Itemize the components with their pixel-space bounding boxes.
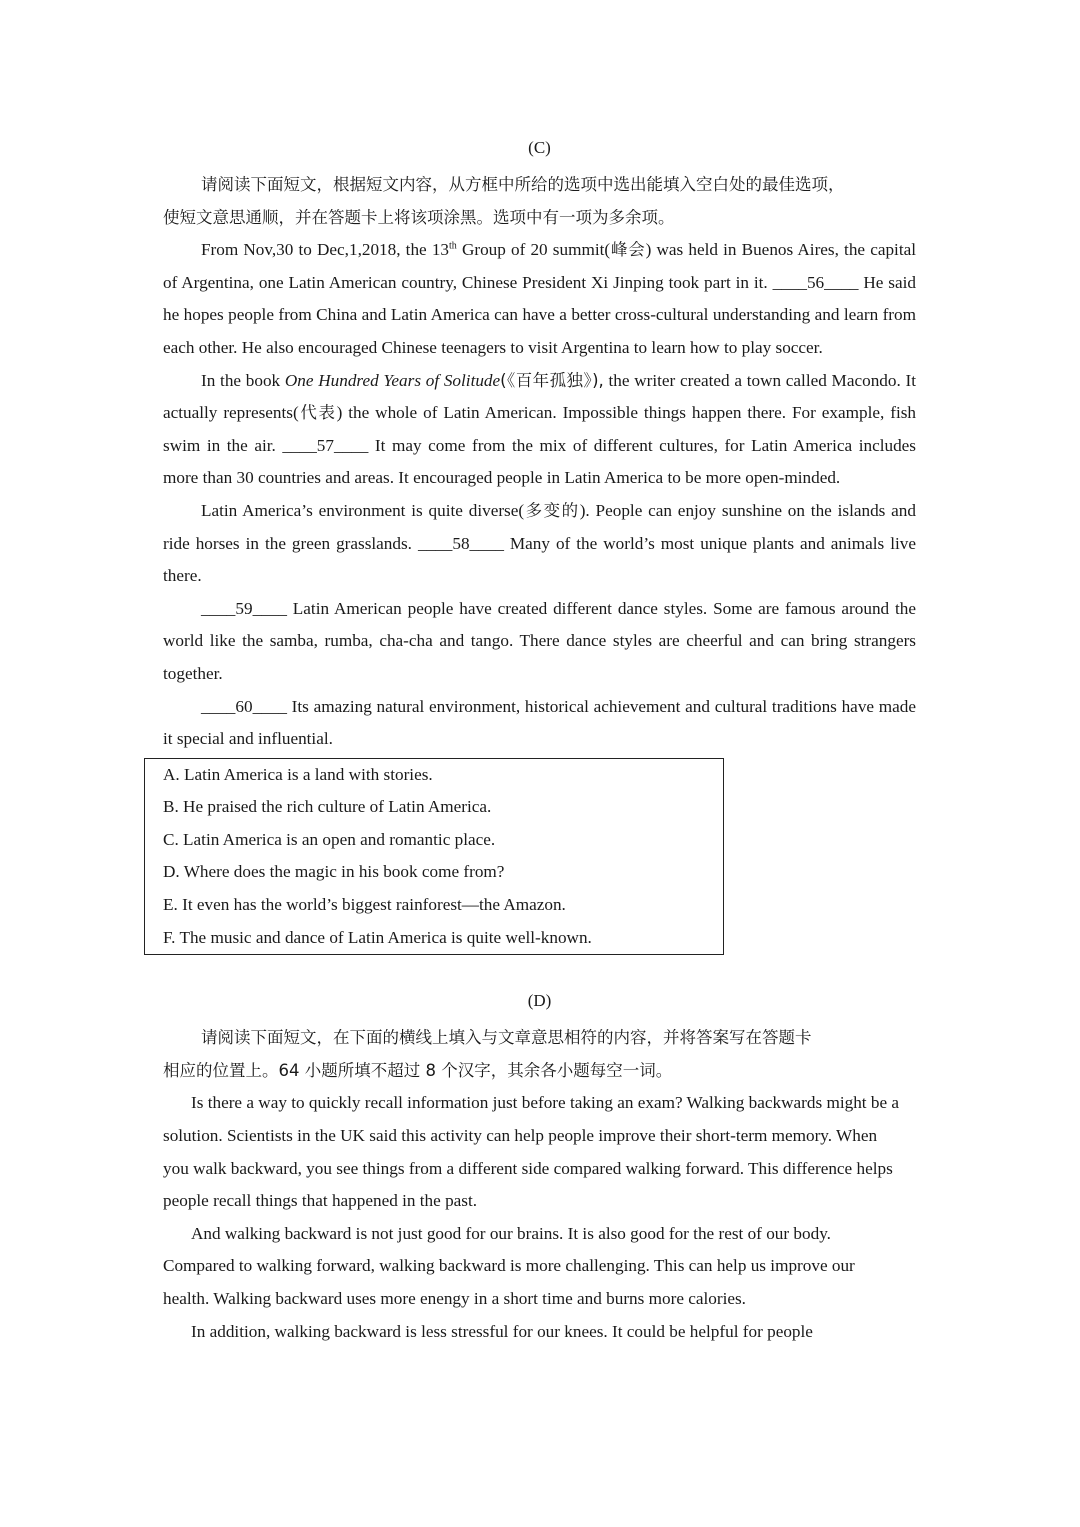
passage-paragraph-5 <box>163 691 916 756</box>
p1-text-a: From Nov,30 to Dec,1,2018, the 13 <box>201 240 450 260</box>
d-instructions-line-1: 请阅读下面短文，在下面的横线上填入与文章意思相符的内容，并将答案写在答题卡 <box>201 1028 812 1048</box>
option-a: A. Latin America is a land with stories. <box>163 764 433 784</box>
p3-text-a: Latin America’s environment is quite diverse( <box>201 500 525 520</box>
option-c: C. Latin America is an open and romantic place. <box>163 829 496 849</box>
p2-text-a: In the book <box>201 370 285 390</box>
section-d-instructions <box>163 1022 916 1087</box>
blank-58: ____58____ <box>417 533 504 553</box>
instructions-line-2: 使短文意思通顺，并在答题卡上将该项涂黑。选项中有一项为多余项。 <box>163 207 675 227</box>
section-c <box>163 136 916 955</box>
instructions-line-1: 请阅读下面短文，根据短文内容，从方框中所给的选项中选出能填入空白处的最佳选项， <box>201 175 845 194</box>
p1-text-d: He said he hopes people from China and Latin America can have a better cross-cultural understanding and learn from each other. He also encouraged Chinese teenagers to visit Argentina to learn how to play soccer. <box>163 272 916 357</box>
p3-chinese-gloss: 多变的 <box>524 500 580 520</box>
blank-57: ____57____ <box>282 435 369 455</box>
d-instructions-line-2: 相应的位置上。64 小题所填不超过 8 个汉字，其余各小题每空一词。 <box>163 1060 673 1080</box>
blank-56: ____56____ <box>772 272 859 292</box>
p3-text-c: Many of the world’s most unique plants and animals live there. <box>163 533 916 586</box>
blank-59: ____59____ <box>201 598 287 618</box>
passage-paragraph-1 <box>163 234 916 364</box>
p2-chinese-gloss-1: (《百年孤独》), <box>500 370 604 390</box>
passage-paragraph-4 <box>163 593 916 691</box>
section-c-title: (C) <box>528 138 551 157</box>
p5-text: Its amazing natural environment, historical achievement and cultural traditions have made it special and influential. <box>163 696 916 749</box>
passage-paragraph-3 <box>163 495 916 593</box>
p2-text-b: the writer created a town called Macondo. It actually represents( <box>163 370 916 423</box>
p3-text-b: ). People can enjoy sunshine on the islands and ride horses in the green grasslands. <box>163 500 916 553</box>
passage-paragraph-2 <box>163 365 916 495</box>
section-d <box>163 989 916 1348</box>
ordinal-superscript: th <box>449 240 457 252</box>
option-f: F. The music and dance of Latin America is quite well-known. <box>163 927 592 947</box>
blank-60: ____60____ <box>201 696 287 716</box>
d-paragraph-1: Is there a way to quickly recall information just before taking an exam? Walking backwards might be a solution. Scientists in the UK said this activity can help people improve their short-term memory. When you walk backward, you see things from a different side compared walking forward. This difference helps people recall things that happened in the past. <box>163 1093 900 1211</box>
option-d: D. Where does the magic in his book come from? <box>163 862 505 882</box>
p4-text: Latin American people have created different dance styles. Some are famous around the world like the samba, rumba, cha-cha and tango. There dance styles are cheerful and can bring strangers together. <box>163 598 916 683</box>
section-c-instructions <box>163 169 916 234</box>
p1-text-c: ) was held in Buenos Aires, the capital of Argentina, one Latin American country, Chinese President Xi Jinping took part in it. <box>163 240 917 292</box>
d-paragraph-3: In addition, walking backward is less stressful for our knees. It could be helpful for people <box>191 1321 813 1341</box>
options-box <box>144 758 724 956</box>
p2-text-c: ) the whole of Latin American. Impossible things happen there. For example, fish swim in the air. <box>163 403 917 455</box>
section-d-title: (D) <box>527 991 552 1011</box>
option-e: E. It even has the world’s biggest rainforest—the Amazon. <box>163 895 566 915</box>
p2-chinese-gloss-2: 代表 <box>298 403 337 423</box>
p1-text-b: Group of 20 summit( <box>456 240 611 260</box>
option-b: B. He praised the rich culture of Latin America. <box>163 797 492 817</box>
p2-text-d: It may come from the mix of different cultures, for Latin America includes more than 30 countries and areas. It encouraged people in Latin America to be more open-minded. <box>163 435 916 488</box>
book-title: One Hundred Years of Solitude <box>284 370 501 390</box>
d-paragraph-2: And walking backward is not just good for our brains. It is also good for the rest of our body. Compared to walking forward, walking backward is more challenging. This can help us improve our health. Walking backward uses more enengy in a short time and burns more calories. <box>163 1223 855 1308</box>
p1-chinese-gloss: 峰会 <box>610 240 646 260</box>
